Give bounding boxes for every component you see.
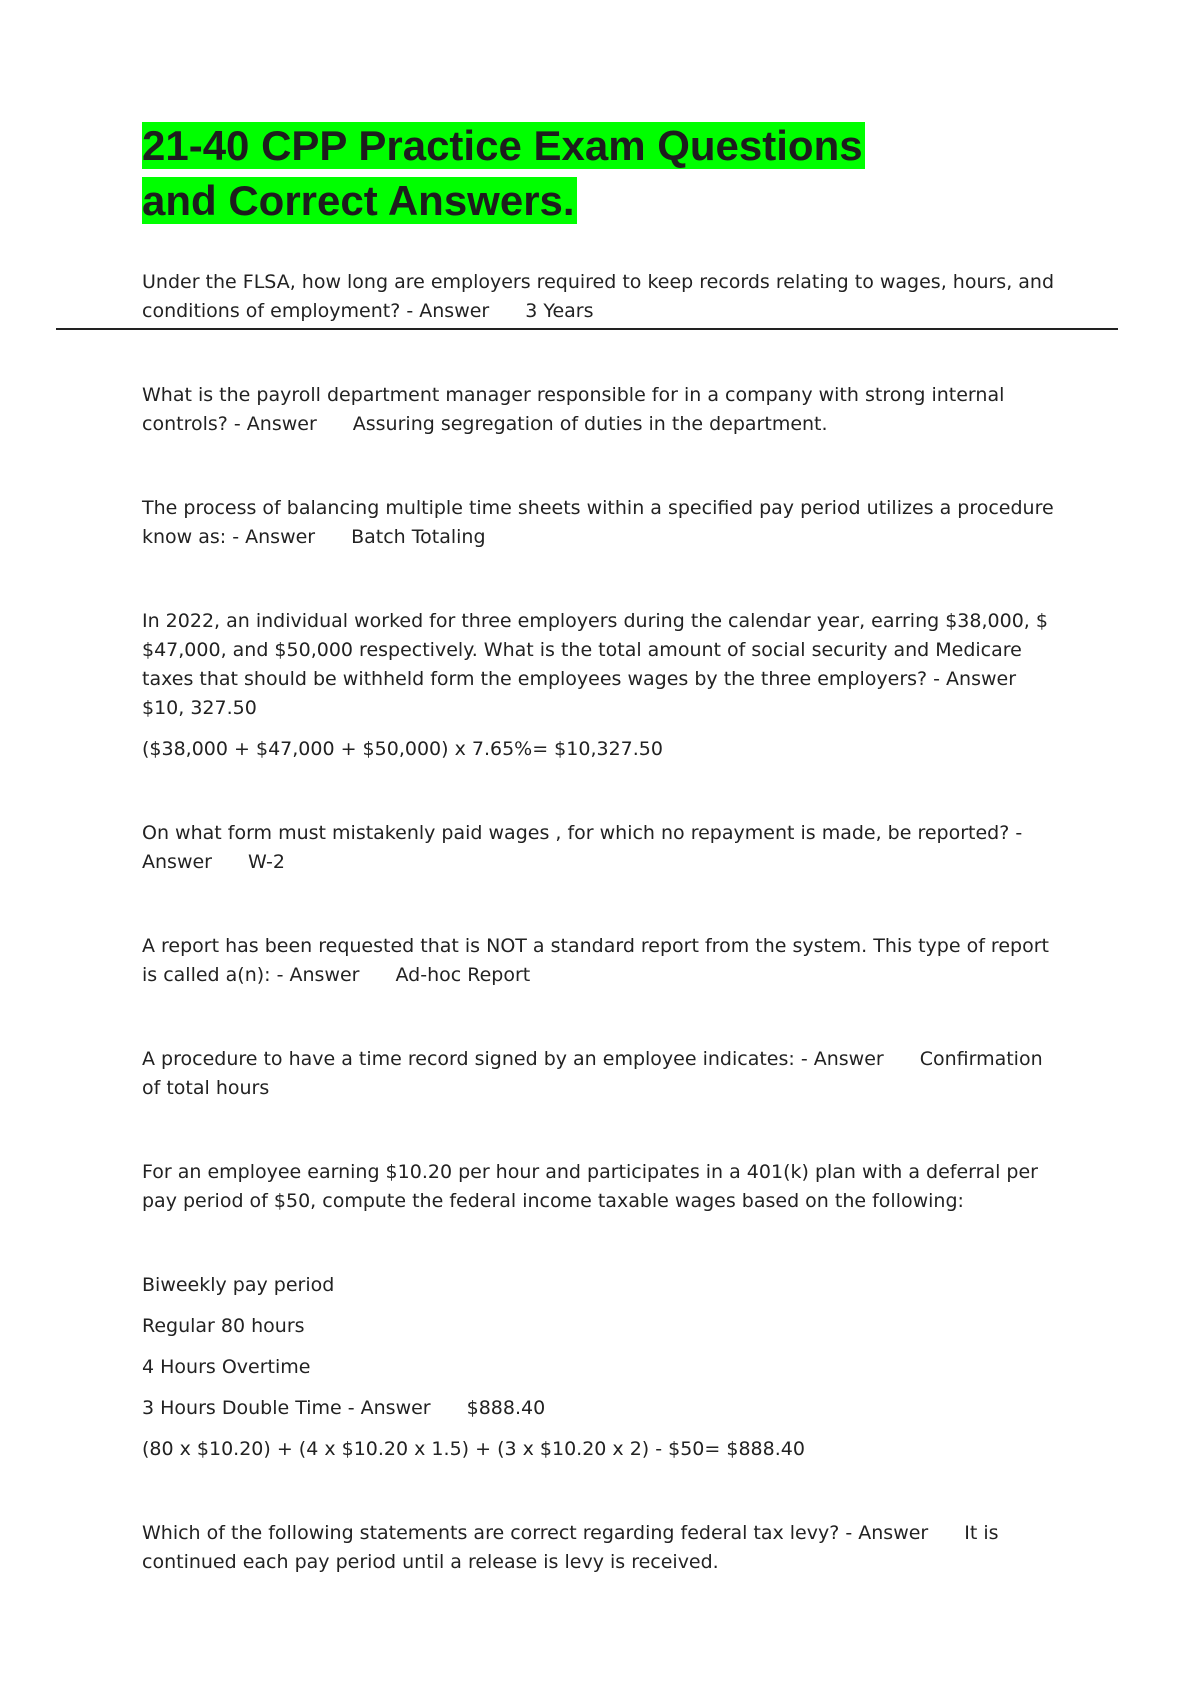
explanation-text: (80 x $10.20) + (4 x $10.20 x 1.5) + (3 x $10.20 x 2) - $50= $888.40 <box>142 1438 805 1460</box>
question-text: What is the payroll department manager responsible for in a company with strong internal controls? - Answer <box>142 384 1005 435</box>
title-line-1: 21-40 CPP Practice Exam Questions <box>142 122 863 169</box>
pay-detail-line: Biweekly pay period <box>142 1274 335 1296</box>
qa-item-5 <box>142 819 1062 877</box>
answer-text: $10, 327.50 <box>142 697 257 719</box>
answer-text: Ad-hoc Report <box>395 964 531 986</box>
question-text: 3 Hours Double Time - Answer <box>142 1397 431 1419</box>
qa-list <box>142 268 1062 1577</box>
question-text: Which of the following statements are correct regarding federal tax levy? - Answer <box>142 1522 929 1544</box>
qa-item-4 <box>142 607 1062 723</box>
title-line-2: and Correct Answers. <box>142 177 575 224</box>
qa-item-1 <box>142 268 1062 326</box>
answer-text: Assuring segregation of duties in the department. <box>352 413 828 435</box>
question-text: A report has been requested that is NOT a standard report from the system. This type of report is called a(n): - Answer <box>142 935 1049 986</box>
answer-text: Batch Totaling <box>351 526 486 548</box>
question-text: On what form must mistakenly paid wages , for which no repayment is made, be reported? - Answer <box>142 822 1023 873</box>
document-title <box>142 118 1002 228</box>
question-text: In 2022, an individual worked for three employers during the calendar year, earring $38,000, $ $47,000, and $50,000 respectively. What is the total amount of social security and Medicare taxes that should be withheld form the employees wages by the three employers? - Answer <box>142 610 1048 690</box>
answer-text: W-2 <box>247 851 285 873</box>
qa-item-9 <box>142 1519 1062 1577</box>
explanation-text: ($38,000 + $47,000 + $50,000) x 7.65%= $10,327.50 <box>142 738 663 760</box>
qa-item-3 <box>142 494 1062 552</box>
qa-item-8 <box>142 1158 1062 1216</box>
question-text: The process of balancing multiple time sheets within a specified pay period utilizes a procedure know as: - Answer <box>142 497 1054 548</box>
question-text: Under the FLSA, how long are employers required to keep records relating to wages, hours, and conditions of employment? - Answer <box>142 271 1055 322</box>
pay-detail-answer-line <box>142 1394 1062 1423</box>
question-text: A procedure to have a time record signed by an employee indicates: - Answer <box>142 1048 884 1070</box>
answer-text: 3 Years <box>525 300 594 322</box>
qa-item-7 <box>142 1045 1062 1103</box>
answer-text: It is continued each pay period until a release is levy is received. <box>142 1522 999 1573</box>
answer-text: Confirmation of total hours <box>142 1048 1043 1099</box>
pay-detail-line: 4 Hours Overtime <box>142 1356 311 1378</box>
question-text: For an employee earning $10.20 per hour and participates in a 401(k) plan with a deferral per pay period of $50, compute the federal income taxable wages based on the following: <box>142 1161 1038 1212</box>
pay-detail-line: Regular 80 hours <box>142 1315 305 1337</box>
answer-text: $888.40 <box>466 1397 546 1419</box>
qa-item-2 <box>142 381 1062 439</box>
qa-item-6 <box>142 932 1062 990</box>
